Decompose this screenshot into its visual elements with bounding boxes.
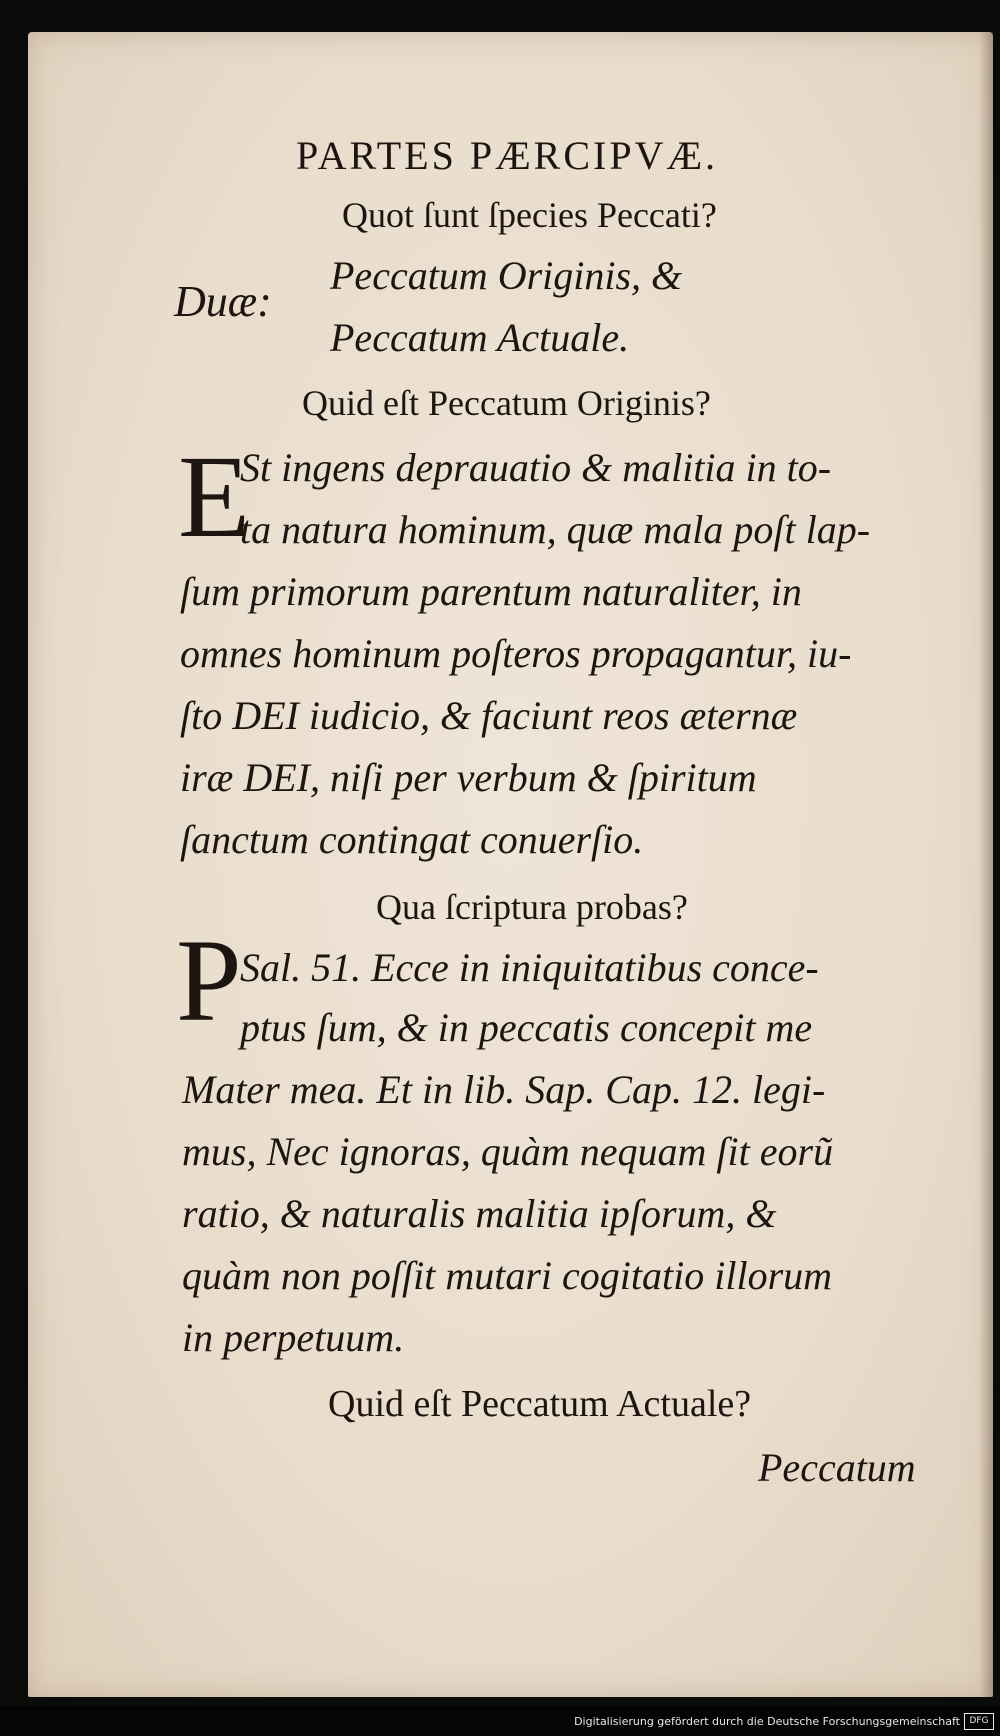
para1-line: ſum primorum parentum naturaliter, in xyxy=(180,569,802,614)
initial-letter-e: E xyxy=(178,431,251,562)
initial-letter-p: P xyxy=(176,915,242,1046)
species-actual: Peccatum Actuale. xyxy=(330,315,630,360)
question-scripture: Qua ſcriptura probas? xyxy=(376,887,688,927)
para2-line: ratio, & naturalis malitia ipſorum, & xyxy=(182,1191,777,1236)
question-actual-sin: Quid eſt Peccatum Actuale? xyxy=(328,1383,752,1425)
para2-line: mus, Nec ignoras, quàm nequam ſit eorũ xyxy=(182,1129,834,1174)
question-species: Quot ſunt ſpecies Peccati? xyxy=(342,195,717,235)
para2-line: ptus ſum, & in peccatis concepit me xyxy=(240,1005,813,1050)
para1-line: ſanctum contingat conuerſio. xyxy=(180,817,644,862)
para2-line: Sal. 51. Ecce in iniquitatibus conce- xyxy=(240,945,819,990)
catchword: Peccatum xyxy=(758,1445,916,1490)
footer-credit: Digitalisierung gefördert durch die Deutsche Forschungsgemeinschaft xyxy=(574,1715,960,1728)
para1-line: St ingens deprauatio & malitia in to- xyxy=(240,445,832,490)
para2-line: Mater mea. Et in lib. Sap. Cap. 12. legi- xyxy=(182,1067,826,1112)
footer-bar xyxy=(0,1706,1000,1736)
species-original: Peccatum Originis, & xyxy=(330,253,683,298)
page-edge-shadow xyxy=(979,32,993,1697)
para2-line: quàm non poſſit mutari cogitatio illorum xyxy=(182,1253,833,1298)
question-original-sin: Quid eſt Peccatum Originis? xyxy=(302,383,711,423)
para1-line: iræ DEI, niſi per verbum & ſpiritum xyxy=(180,755,757,800)
para1-line: omnes hominum poſteros propagantur, iu- xyxy=(180,631,852,676)
brace-label: Duæ: xyxy=(174,277,272,326)
para1-line: ta natura hominum, quæ mala poſt lap- xyxy=(240,507,871,552)
dfg-logo: DFG xyxy=(964,1713,994,1730)
running-head: PARTES PÆRCIPVÆ. xyxy=(296,133,719,178)
para1-line: ſto DEI iudicio, & faciunt reos æternæ xyxy=(180,693,798,738)
para2-line: in perpetuum. xyxy=(182,1315,405,1360)
